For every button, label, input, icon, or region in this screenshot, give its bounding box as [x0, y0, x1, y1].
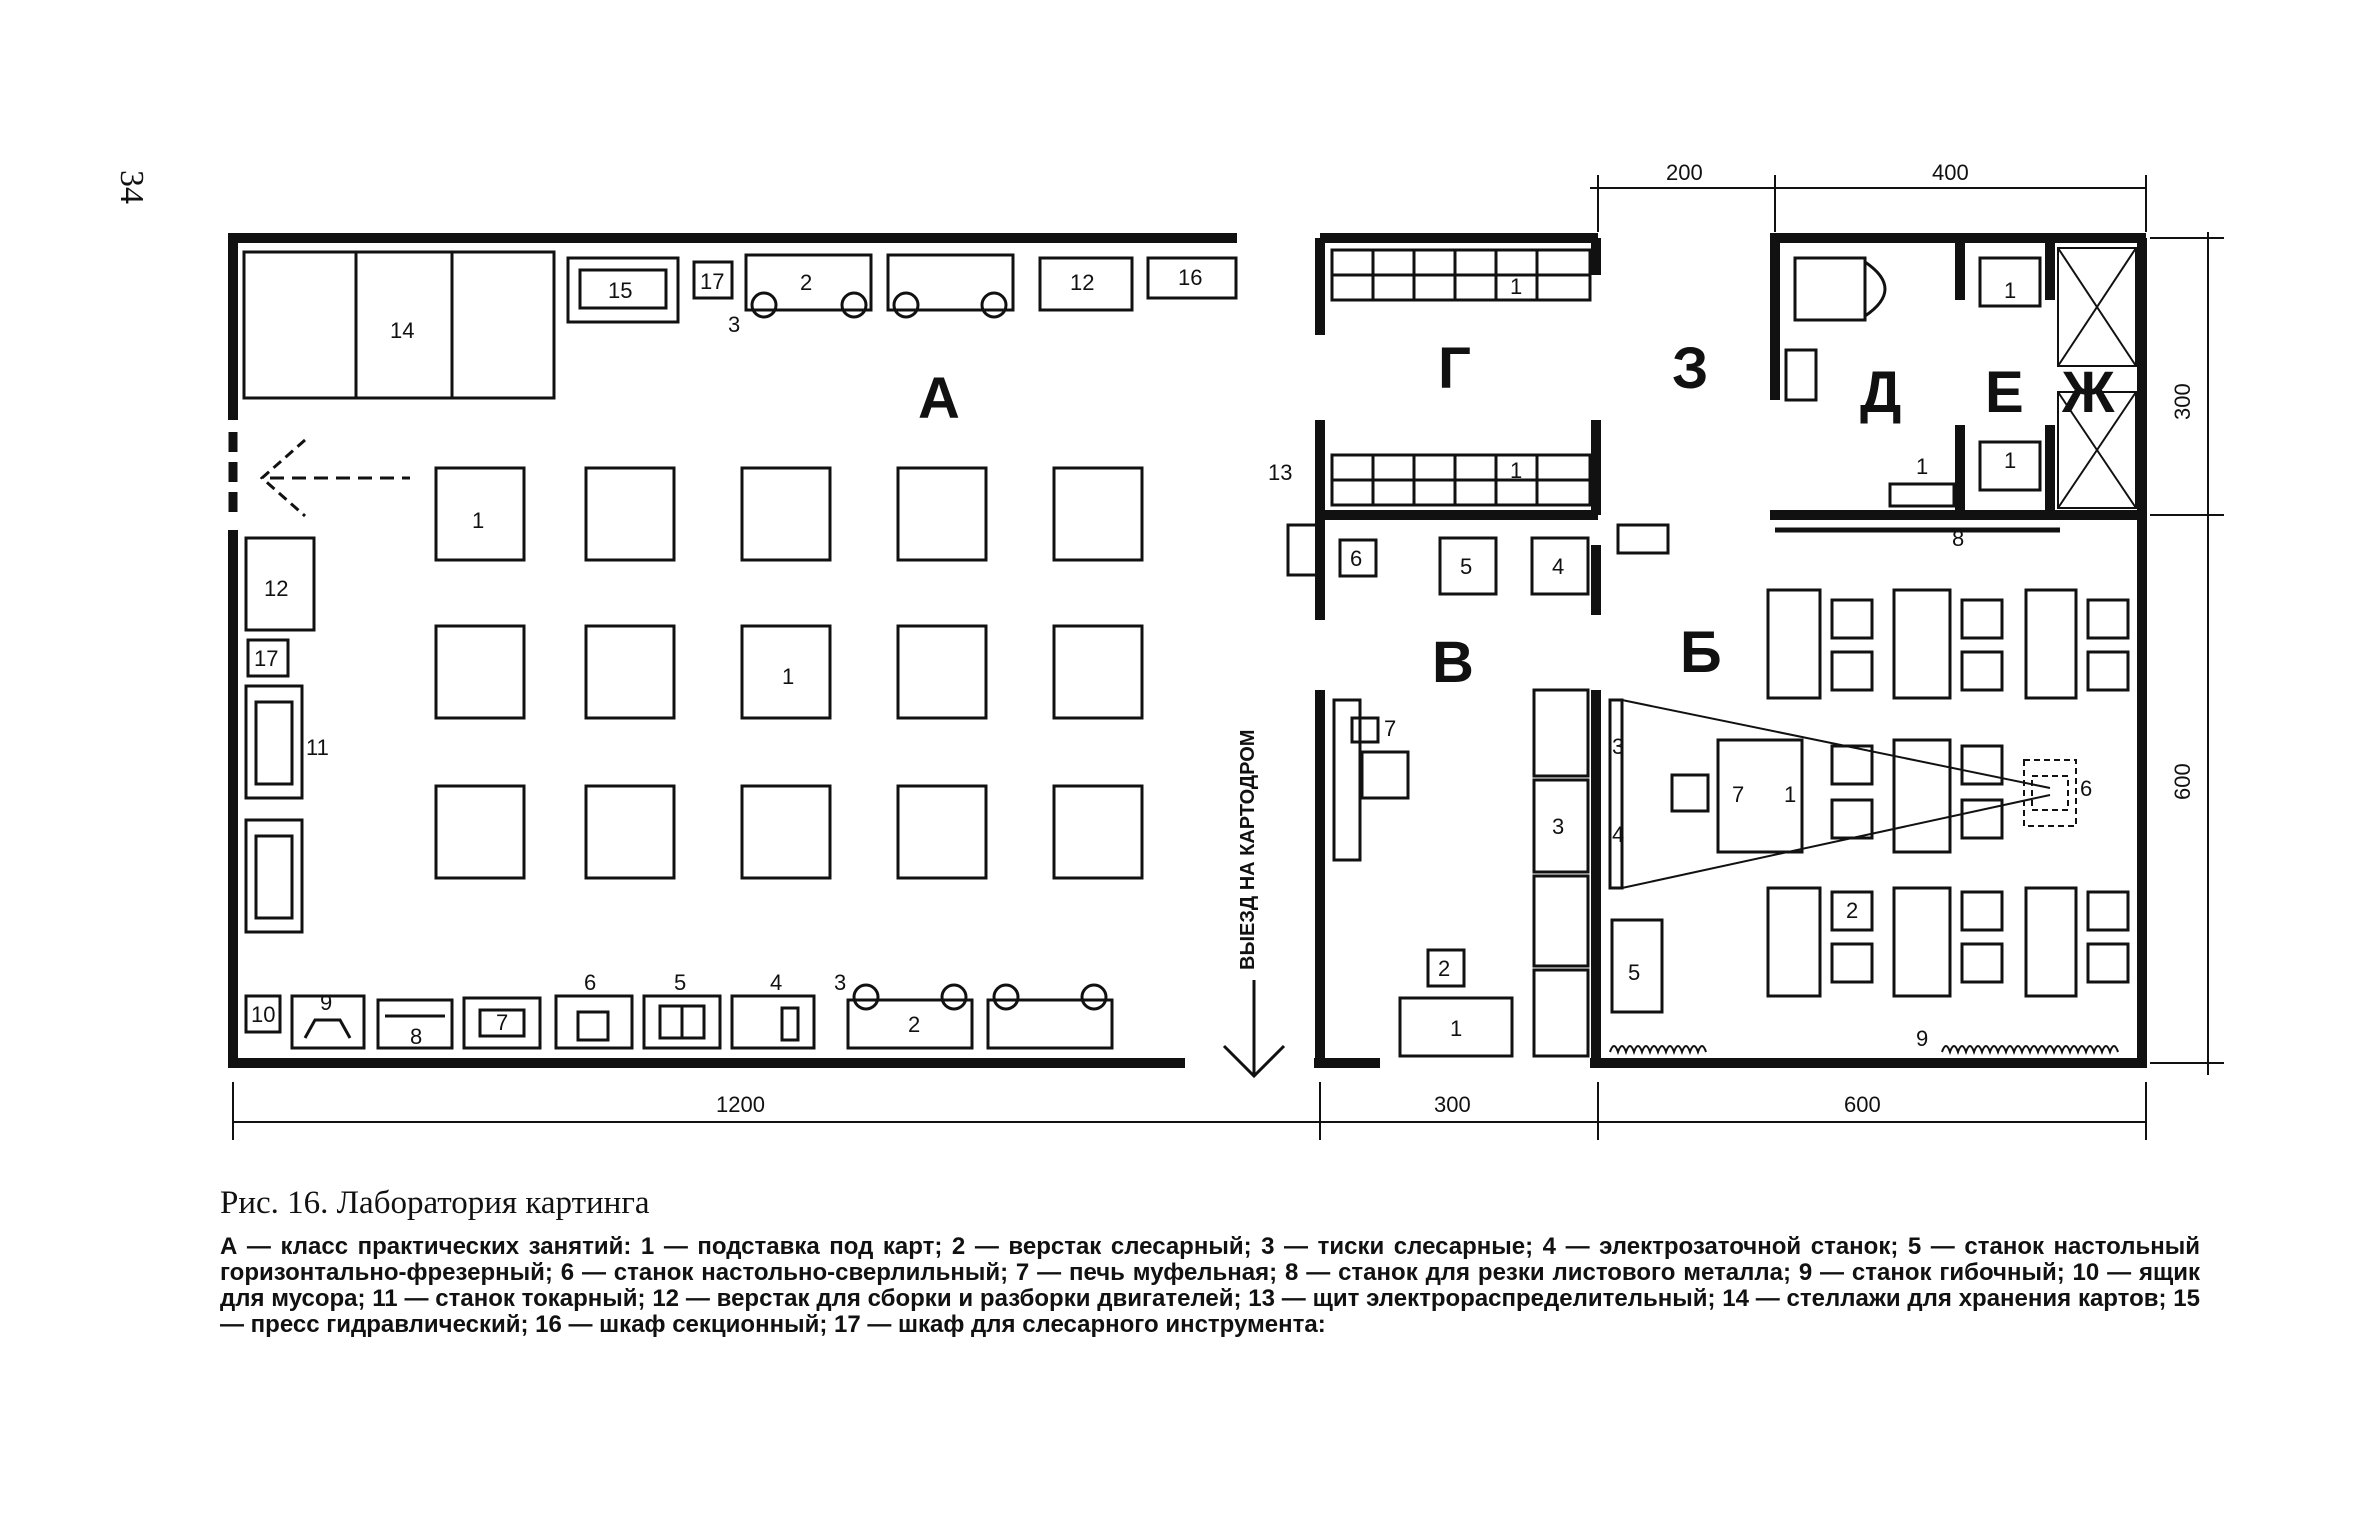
label-1-b: 1: [1784, 782, 1797, 807]
label-2-top: 2: [800, 270, 813, 295]
label-7-b: 7: [1732, 782, 1745, 807]
label-9-a: 9: [320, 990, 333, 1015]
screen-b: [1610, 700, 2050, 888]
label-10: 10: [251, 1002, 276, 1027]
radiators: [1610, 1046, 2118, 1052]
cabinets-g-top: [1332, 250, 1590, 300]
exit-label: ВЫЕЗД НА КАРТОДРОМ: [1237, 729, 1259, 970]
caption-text: А — класс практических занятий: 1 — подставка под карт; 2 — верстак слесарный; 3 — тиски слесарные; 4 — электрозаточной станок; 5 — станок настольный горизонтально-фрезерный; 6 — станок настольно-сверлильный; 7 — печь муфельная; 8 — станок для резки листового металла; 9 — станок гибочный; 10 — ящик для мусора; 11 — станок токарный; 12 — верстак для сборки и разборки двигателей; 13 — щит электрораспределительный; 14 — стеллажи для хранения картов; 15 — пресс гидравлический; 16 — шкаф секционный; 17 — шкаф для слесарного инструмента:: [220, 1233, 2200, 1338]
room-z-label: З: [1672, 336, 1709, 401]
label-3-bottom: 3: [834, 970, 847, 995]
label-1-v: 1: [1450, 1016, 1463, 1041]
cabinets-g-bottom: [1332, 455, 1590, 505]
label-1-e-top: 1: [2004, 278, 2017, 303]
label-4-b: 4: [1612, 822, 1625, 847]
label-6-a: 6: [584, 970, 597, 995]
workbench-2-top: [746, 255, 1013, 317]
label-4-a: 4: [770, 970, 783, 995]
room-a-label: А: [918, 366, 960, 431]
dim-1200: 1200: [716, 1092, 765, 1117]
projector-6: [2024, 760, 2076, 826]
label-12-left: 12: [264, 576, 289, 601]
room-zh-label: Ж: [2062, 360, 2115, 425]
drill-6-a: [556, 996, 632, 1048]
label-17-left: 17: [254, 646, 279, 671]
cabinet-d-bottom: [1890, 484, 1954, 506]
label-13: 13: [1268, 460, 1293, 485]
cabinets-3-v: [1534, 690, 1588, 1056]
label-3-top: 3: [728, 312, 741, 337]
figure-caption: [220, 1185, 2200, 1338]
milling-5-a: [644, 996, 720, 1048]
label-2-bottom: 2: [908, 1012, 921, 1037]
label-6-b: 6: [2080, 776, 2093, 801]
room-g-label: Г: [1438, 336, 1471, 401]
label-1-e-bottom: 1: [2004, 448, 2017, 473]
label-16: 16: [1178, 265, 1203, 290]
label-7-a: 7: [496, 1010, 509, 1035]
label-6-v: 6: [1350, 546, 1363, 571]
label-17-top: 17: [700, 269, 725, 294]
exit-arrow-left: [262, 440, 410, 516]
label-12-top: 12: [1070, 270, 1095, 295]
label-7-v: 7: [1384, 716, 1397, 741]
label-5-v: 5: [1460, 554, 1473, 579]
room-e-label: Е: [1985, 360, 2024, 425]
room-v-label: В: [1432, 630, 1474, 695]
label-5-b: 5: [1628, 960, 1641, 985]
label-2-v: 2: [1438, 956, 1451, 981]
label-15: 15: [608, 278, 633, 303]
dim-200-top: 200: [1666, 160, 1703, 185]
label-14: 14: [390, 318, 415, 343]
dim-300-bottom: 300: [1434, 1092, 1471, 1117]
label-9-b: 9: [1916, 1026, 1929, 1051]
caption-title: Рис. 16. Лаборатория картинга: [220, 1185, 650, 1221]
page-number: 34: [113, 170, 150, 204]
label-11: 11: [306, 735, 329, 760]
dim-600-right: 600: [2170, 763, 2195, 800]
grinder-4-a: [732, 996, 814, 1048]
lathes-11: [246, 686, 302, 932]
room-a-walls: [228, 238, 1237, 1068]
room-b-label: Б: [1680, 620, 1722, 685]
label-8-b: 8: [1952, 526, 1965, 551]
label-1-g-bottom: 1: [1510, 458, 1523, 483]
dim-600-bottom: 600: [1844, 1092, 1881, 1117]
workbench-2-bottom: [848, 985, 1112, 1048]
dim-400-top: 400: [1932, 160, 1969, 185]
label-3-v: 3: [1552, 814, 1565, 839]
label-2-b: 2: [1846, 898, 1859, 923]
label-1-g-top: 1: [1510, 274, 1523, 299]
label-3-b: 3: [1612, 734, 1625, 759]
room-d-label: Д: [1860, 360, 1902, 425]
muffle-furnace-7-v: [1334, 700, 1408, 860]
label-1-a2: 1: [782, 664, 795, 689]
label-5-a: 5: [674, 970, 687, 995]
dim-300-right: 300: [2170, 383, 2195, 420]
label-8-a: 8: [410, 1024, 423, 1049]
label-4-v: 4: [1552, 554, 1565, 579]
label-1-a1: 1: [472, 508, 485, 533]
label-1-d: 1: [1916, 454, 1929, 479]
exit-arrow-down: [1224, 980, 1284, 1076]
toilet: [1795, 258, 1885, 320]
